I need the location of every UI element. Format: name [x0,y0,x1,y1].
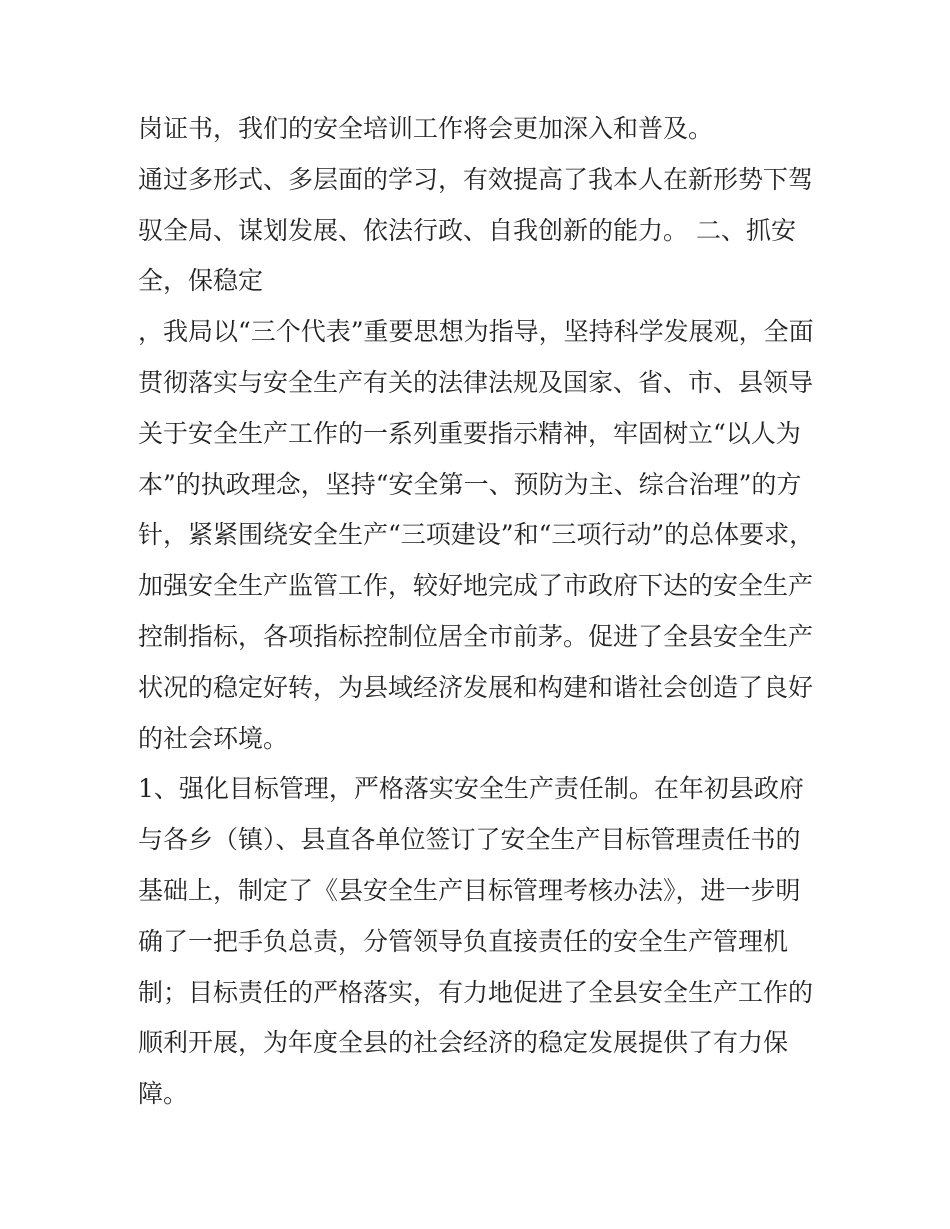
text-line: 全，保稳定 [138,266,264,296]
text-line: 确了一把手负总责，分管领导负直接责任的安全生产管理机 [138,926,789,956]
text-line: 1、强化目标管理，严格落实安全生产责任制。在年初县政府 [138,774,804,804]
text-line: ，我局以“三个代表”重要思想为指导，坚持科学发展观，全面 [138,317,814,347]
text-line: 针，紧紧围绕安全生产“三项建设”和“三项行动”的总体要求， [138,520,815,550]
text-line: 状况的稳定好转，为县域经济发展和构建和谐社会创造了良好 [138,672,814,702]
text-line: 驭全局、谋划发展、依法行政、自我创新的能力。 二、抓安 [138,215,796,245]
text-line: 基础上，制定了《县安全生产目标管理考核办法》，进一步明 [138,875,801,905]
text-line: 加强安全生产监管工作，较好地完成了市政府下达的安全生产 [138,571,814,601]
text-line: 岗证书，我们的安全培训工作将会更加深入和普及。 [138,114,714,143]
text-line: 贯彻落实与安全生产有关的法律法规及国家、省、市、县领导 [138,367,814,397]
text-line: 顺利开展，为年度全县的社会经济的稳定发展提供了有力保 [138,1028,789,1058]
text-line: 关于安全生产工作的一系列重要指示精神，牢固树立“以人为 [138,418,801,448]
text-line: 本”的执政理念，坚持“安全第一、预防为主、综合治理”的方 [138,469,802,499]
text-line: 的社会环境。 [138,723,289,753]
text-line: 控制指标，各项指标控制位居全市前茅。促进了全县安全生产 [138,621,814,651]
document-body [138,104,818,1120]
text-line: 与各乡（镇）、县直各单位签订了安全生产目标管理责任书的 [138,825,801,855]
text-line: 制；目标责任的严格落实，有力地促进了全县安全生产工作的 [138,977,814,1007]
text-line: 障。 [138,1079,189,1109]
text-line: 通过多形式、多层面的学习，有效提高了我本人在新形势下驾 [138,164,814,194]
